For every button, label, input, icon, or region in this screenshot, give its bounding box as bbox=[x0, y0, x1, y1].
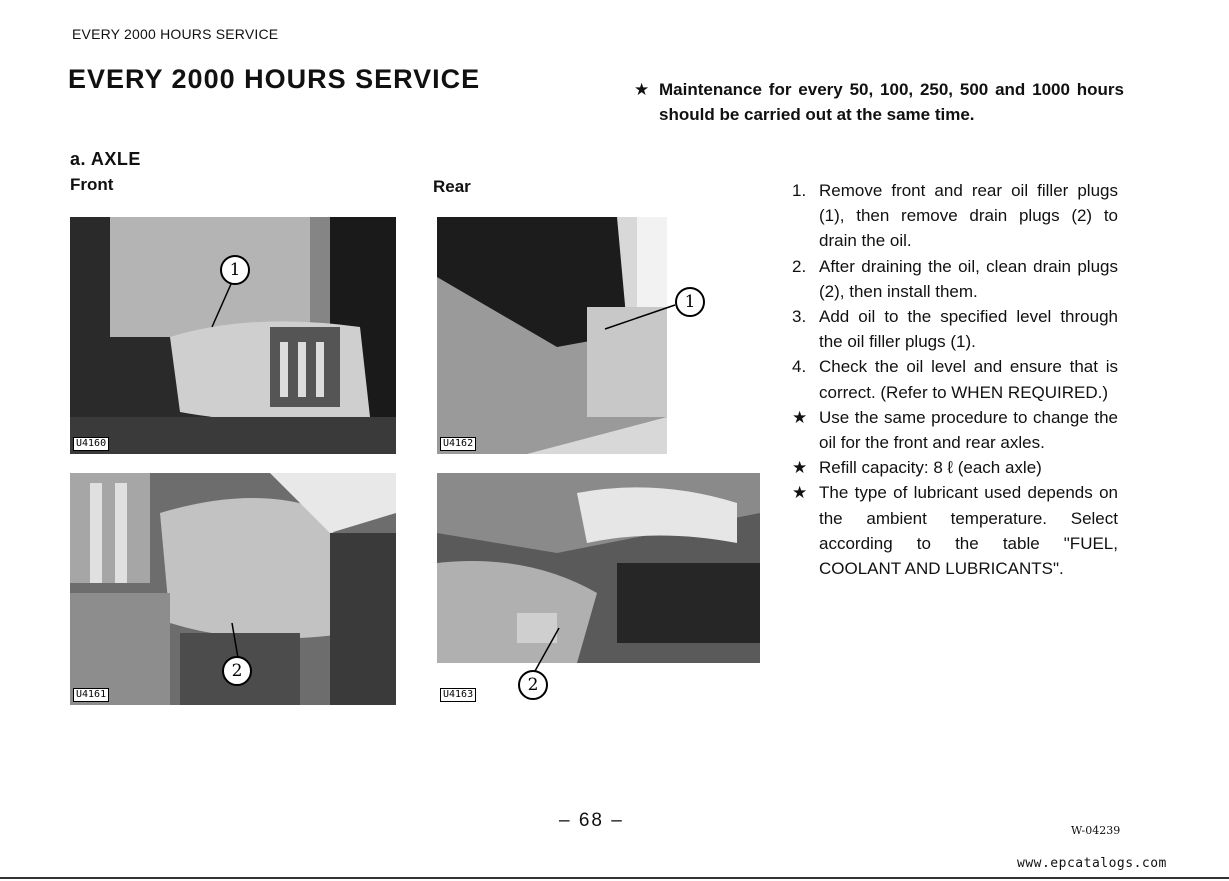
step-text: Add oil to the specified level through the oil filler plugs (1). bbox=[819, 307, 1118, 352]
photo-front-drain-plug bbox=[70, 473, 396, 705]
label-front: Front bbox=[70, 175, 114, 194]
step-text: Check the oil level and ensure that is correct. (Refer to WHEN REQUIRED.) bbox=[819, 357, 1118, 402]
list-item bbox=[792, 178, 1118, 254]
running-header: EVERY 2000 HOURS SERVICE bbox=[72, 26, 279, 42]
callout-filler-plug: 1 bbox=[220, 255, 250, 285]
step-marker: 3. bbox=[792, 307, 807, 327]
label-rear: Rear bbox=[433, 177, 471, 196]
step-marker: 4. bbox=[792, 357, 807, 377]
photo-code: U4162 bbox=[440, 437, 476, 451]
page-title: EVERY 2000 HOURS SERVICE bbox=[68, 64, 481, 94]
star-icon: ★ bbox=[792, 483, 808, 503]
document-code: W-04239 bbox=[1071, 824, 1121, 837]
step-marker: 1. bbox=[792, 181, 807, 200]
callout-drain-plug: 2 bbox=[222, 656, 252, 686]
step-text: The type of lubricant used depends on the ambient temperature. Select according to the table "FUEL, COOLANT AND LUBRICANTS". bbox=[819, 483, 1118, 579]
list-item bbox=[792, 455, 1118, 480]
section-subtitle: a. AXLE bbox=[70, 149, 141, 169]
photo-code: U4160 bbox=[73, 437, 109, 451]
step-text: Remove front and rear oil filler plugs (1), then remove drain plugs (2) to drain the oil. bbox=[819, 181, 1118, 251]
photo-rear-filler-plug bbox=[437, 217, 696, 454]
list-item bbox=[792, 405, 1118, 455]
photo-code: U4163 bbox=[440, 688, 476, 702]
callout-filler-plug-rear: 1 bbox=[675, 287, 705, 317]
maintenance-note bbox=[634, 77, 1124, 127]
photo-rear-drain-plug-image bbox=[437, 473, 760, 705]
list-item bbox=[792, 354, 1118, 404]
photo-rear-drain-plug bbox=[437, 473, 760, 705]
photo-front-filler-plug bbox=[70, 217, 396, 454]
step-text: Use the same procedure to change the oil for the front and rear axles. bbox=[819, 407, 1118, 453]
photo-front-filler-plug-image bbox=[70, 217, 396, 454]
list-item bbox=[792, 480, 1118, 581]
photo-code: U4161 bbox=[73, 688, 109, 702]
step-marker: 2. bbox=[792, 256, 807, 276]
maintenance-note-text: Maintenance for every 50, 100, 250, 500 and 1000 hours should be carried out at the same time. bbox=[659, 80, 1124, 124]
procedure-list bbox=[792, 178, 1118, 581]
step-text: After draining the oil, clean drain plugs (2), then install them. bbox=[819, 256, 1118, 301]
step-text: Refill capacity: 8 ℓ (each axle) bbox=[819, 458, 1042, 478]
page-number: – 68 – bbox=[559, 810, 624, 831]
photo-rear-filler-plug-image bbox=[437, 217, 667, 454]
star-icon: ★ bbox=[634, 80, 650, 99]
list-item bbox=[792, 304, 1118, 354]
star-icon: ★ bbox=[792, 407, 808, 427]
page-bottom-rule bbox=[0, 877, 1229, 879]
star-icon: ★ bbox=[792, 458, 808, 478]
website-link[interactable]: www.epcatalogs.com bbox=[1017, 856, 1167, 871]
list-item bbox=[792, 254, 1118, 304]
callout-drain-plug-rear: 2 bbox=[518, 670, 548, 700]
